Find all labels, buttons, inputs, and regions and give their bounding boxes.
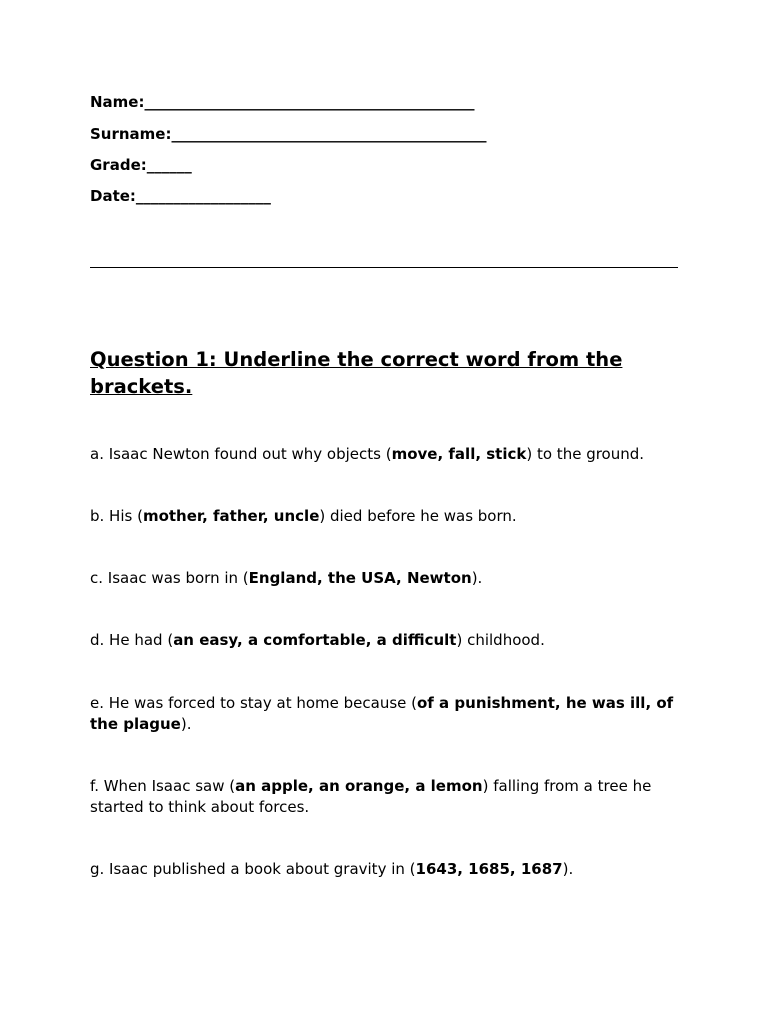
- question-item-d: [90, 630, 690, 651]
- horizontal-divider: [90, 267, 678, 268]
- grade-field: Grade:______: [90, 156, 192, 174]
- question-item-g: [90, 859, 690, 880]
- item-suffix: ) childhood.: [456, 631, 545, 649]
- item-suffix: ) to the ground.: [526, 445, 645, 463]
- surname-field: Surname:__________________________________________: [90, 125, 487, 143]
- item-options: an apple, an orange, a lemon: [235, 777, 483, 795]
- item-prefix: e. He was forced to stay at home because (: [90, 694, 417, 712]
- item-suffix: ).: [562, 860, 574, 878]
- item-suffix: ).: [180, 715, 192, 733]
- item-prefix: a. Isaac Newton found out why objects (: [90, 445, 392, 463]
- item-suffix: ) falling from a tree he started to think about forces.: [90, 777, 652, 816]
- item-prefix: g. Isaac published a book about gravity in (: [90, 860, 416, 878]
- question-item-c: [90, 568, 690, 589]
- question-item-a: [90, 444, 690, 465]
- date-field: Date:__________________: [90, 187, 271, 205]
- item-options: move, fall, stick: [391, 445, 527, 463]
- item-options: of a punishment, he was ill, of the plague: [90, 694, 674, 733]
- question-item-f: [90, 776, 690, 818]
- item-options: an easy, a comfortable, a difficult: [173, 631, 457, 649]
- item-options: England, the USA, Newton: [248, 569, 472, 587]
- question-title: Question 1: Underline the correct word from the brackets.: [90, 348, 623, 398]
- item-prefix: d. He had (: [90, 631, 174, 649]
- item-prefix: c. Isaac was born in (: [90, 569, 249, 587]
- item-suffix: ) died before he was born.: [319, 507, 517, 525]
- item-prefix: f. When Isaac saw (: [90, 777, 236, 795]
- item-suffix: ).: [471, 569, 483, 587]
- question-item-b: [90, 506, 690, 527]
- question-item-e: [90, 693, 690, 735]
- name-field: Name:____________________________________________: [90, 93, 475, 111]
- item-prefix: b. His (: [90, 507, 143, 525]
- item-options: 1643, 1685, 1687: [415, 860, 563, 878]
- item-options: mother, father, uncle: [142, 507, 320, 525]
